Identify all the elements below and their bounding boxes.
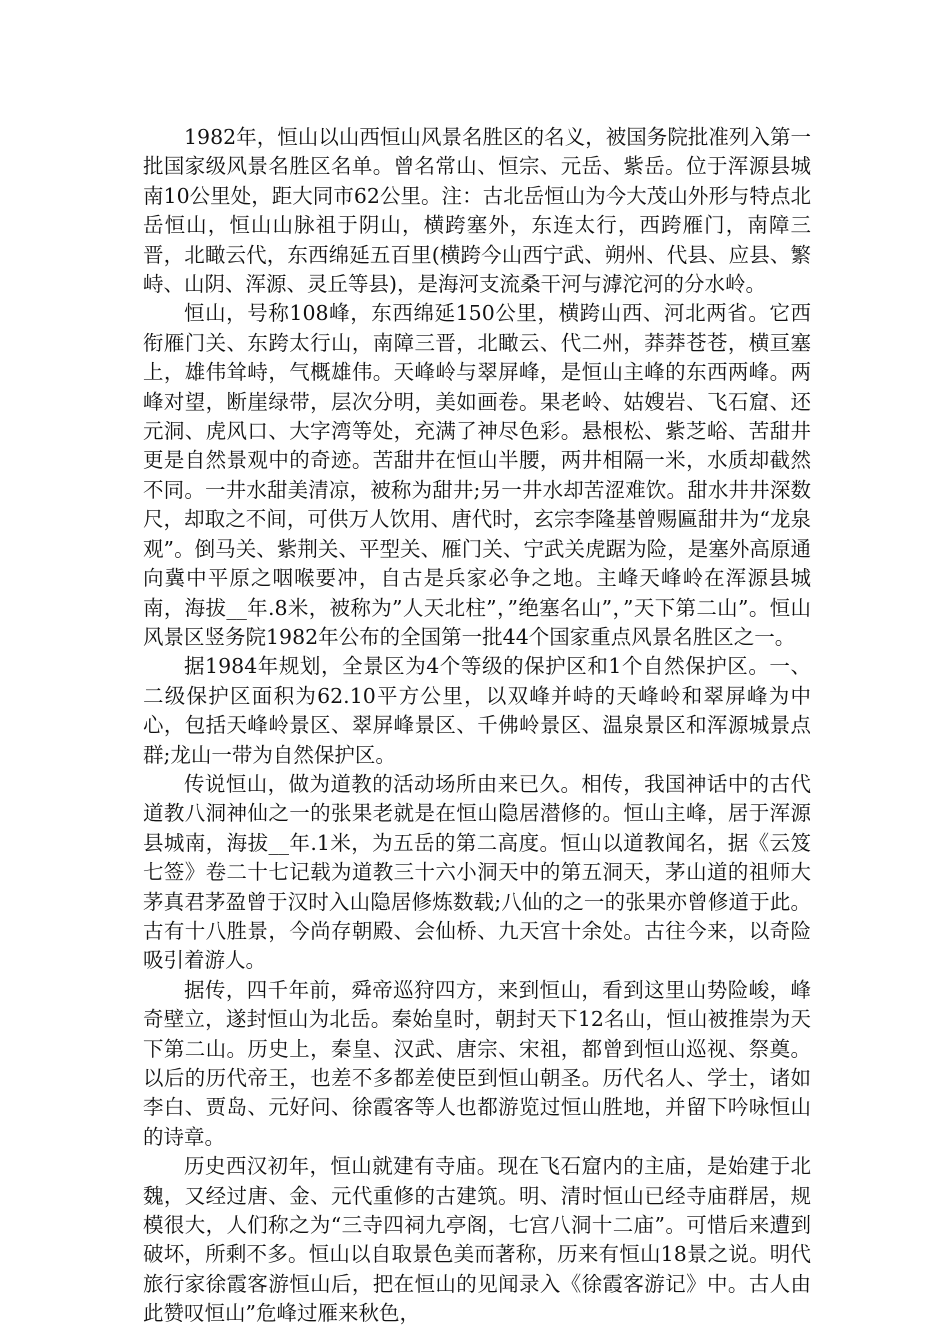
paragraph-6: 历史西汉初年，恒山就建有寺庙。现在飞石窟内的主庙，是始建于北魏，又经过唐、金、元代重修的古建筑。明、清时恒山已经寺庙群居，规模很大，人们称之为“三寺四祠九亭阁，七宫八洞十二庙”。可惜后来遭到破坏，所剩不多。恒山以自取景色美而著称，历来有恒山18景之说。明代旅行家徐霞客游恒山后，把在恒山的见闻录入《徐霞客游记》中。古人由此赞叹恒山”危峰过雁来秋色， [143, 1154, 811, 1326]
paragraph-3: 据1984年规划，全景区为4个等级的保护区和1个自然保护区。一、二级保护区面积为62.10平方公里，以双峰并峙的天峰岭和翠屏峰为中心，包括天峰岭景区、翠屏峰景区、千佛岭景区、温泉景区和浑源城景点群;龙山一带为自然保护区。 [143, 654, 811, 767]
document-body [143, 123, 811, 1329]
paragraph-4: 传说恒山，做为道教的活动场所由来已久。相传，我国神话中的古代道教八洞神仙之一的张果老就是在恒山隐居潜修的。恒山主峰，居于浑源县城南，海拔__年.1米，为五岳的第二高度。恒山以道教闻名，据《云笈七签》卷二十七记载为道教三十六小洞天中的第五洞天，茅山道的祖师大茅真君茅盈曾于汉时入山隐居修炼数载;八仙的之一的张果亦曾修道于此。古有十八胜景，今尚存朝殿、会仙桥、九天宫十余处。古往今来，以奇险吸引着游人。 [143, 771, 811, 973]
paragraph-5: 据传，四千年前，舜帝巡狩四方，来到恒山，看到这里山势险峻，峰奇壁立，遂封恒山为北岳。秦始皇时，朝封天下12名山，恒山被推崇为天下第二山。历史上，秦皇、汉武、唐宗、宋祖，都曾到恒山巡视、祭奠。以后的历代帝王，也差不多都差使臣到恒山朝圣。历代名人、学士，诸如李白、贾岛、元好问、徐霞客等人也都游览过恒山胜地，并留下吟咏恒山的诗章。 [143, 977, 811, 1149]
paragraph-1: 1982年，恒山以山西恒山风景名胜区的名义，被国务院批准列入第一批国家级风景名胜区名单。曾名常山、恒宗、元岳、紫岳。位于浑源县城南10公里处，距大同市62公里。注：古北岳恒山为今大茂山外形与特点北岳恒山，恒山山脉祖于阴山，横跨塞外，东连太行，西跨雁门，南障三晋，北瞰云代，东西绵延五百里(横跨今山西宁武、朔州、代县、应县、繁峙、山阴、浑源、灵丘等县)，是海河支流桑干河与滹沱河的分水岭。 [143, 125, 811, 297]
paragraph-2: 恒山，号称108峰，东西绵延150公里，横跨山西、河北两省。它西衔雁门关、东跨太行山，南障三晋，北瞰云、代二州，莽莽苍苍，横亘塞上，雄伟耸峙，气概雄伟。天峰岭与翠屏峰，是恒山主峰的东西两峰。两峰对望，断崖绿带，层次分明，美如画卷。果老岭、姑嫂岩、飞石窟、还元洞、虎风口、大字湾等处，充满了神尽色彩。悬根松、紫芝峪、苦甜井更是自然景观中的奇迹。苦甜井在恒山半腰，两井相隔一米，水质却截然不同。一井水甜美清凉，被称为甜井;另一井水却苦涩难饮。甜水井井深数尺，却取之不间，可供万人饮用、唐代时，玄宗李隆基曾赐匾甜井为“龙泉观”。倒马关、紫荆关、平型关、雁门关、宁武关虎踞为险，是塞外高原通向冀中平原之咽喉要冲，自古是兵家必争之地。主峰天峰岭在浑源县城南，海拔__年.8米，被称为”人天北柱”，”绝塞名山”，”天下第二山”。恒山风景区竖务院1982年公布的全国第一批44个国家重点风景名胜区之一。 [143, 301, 811, 649]
